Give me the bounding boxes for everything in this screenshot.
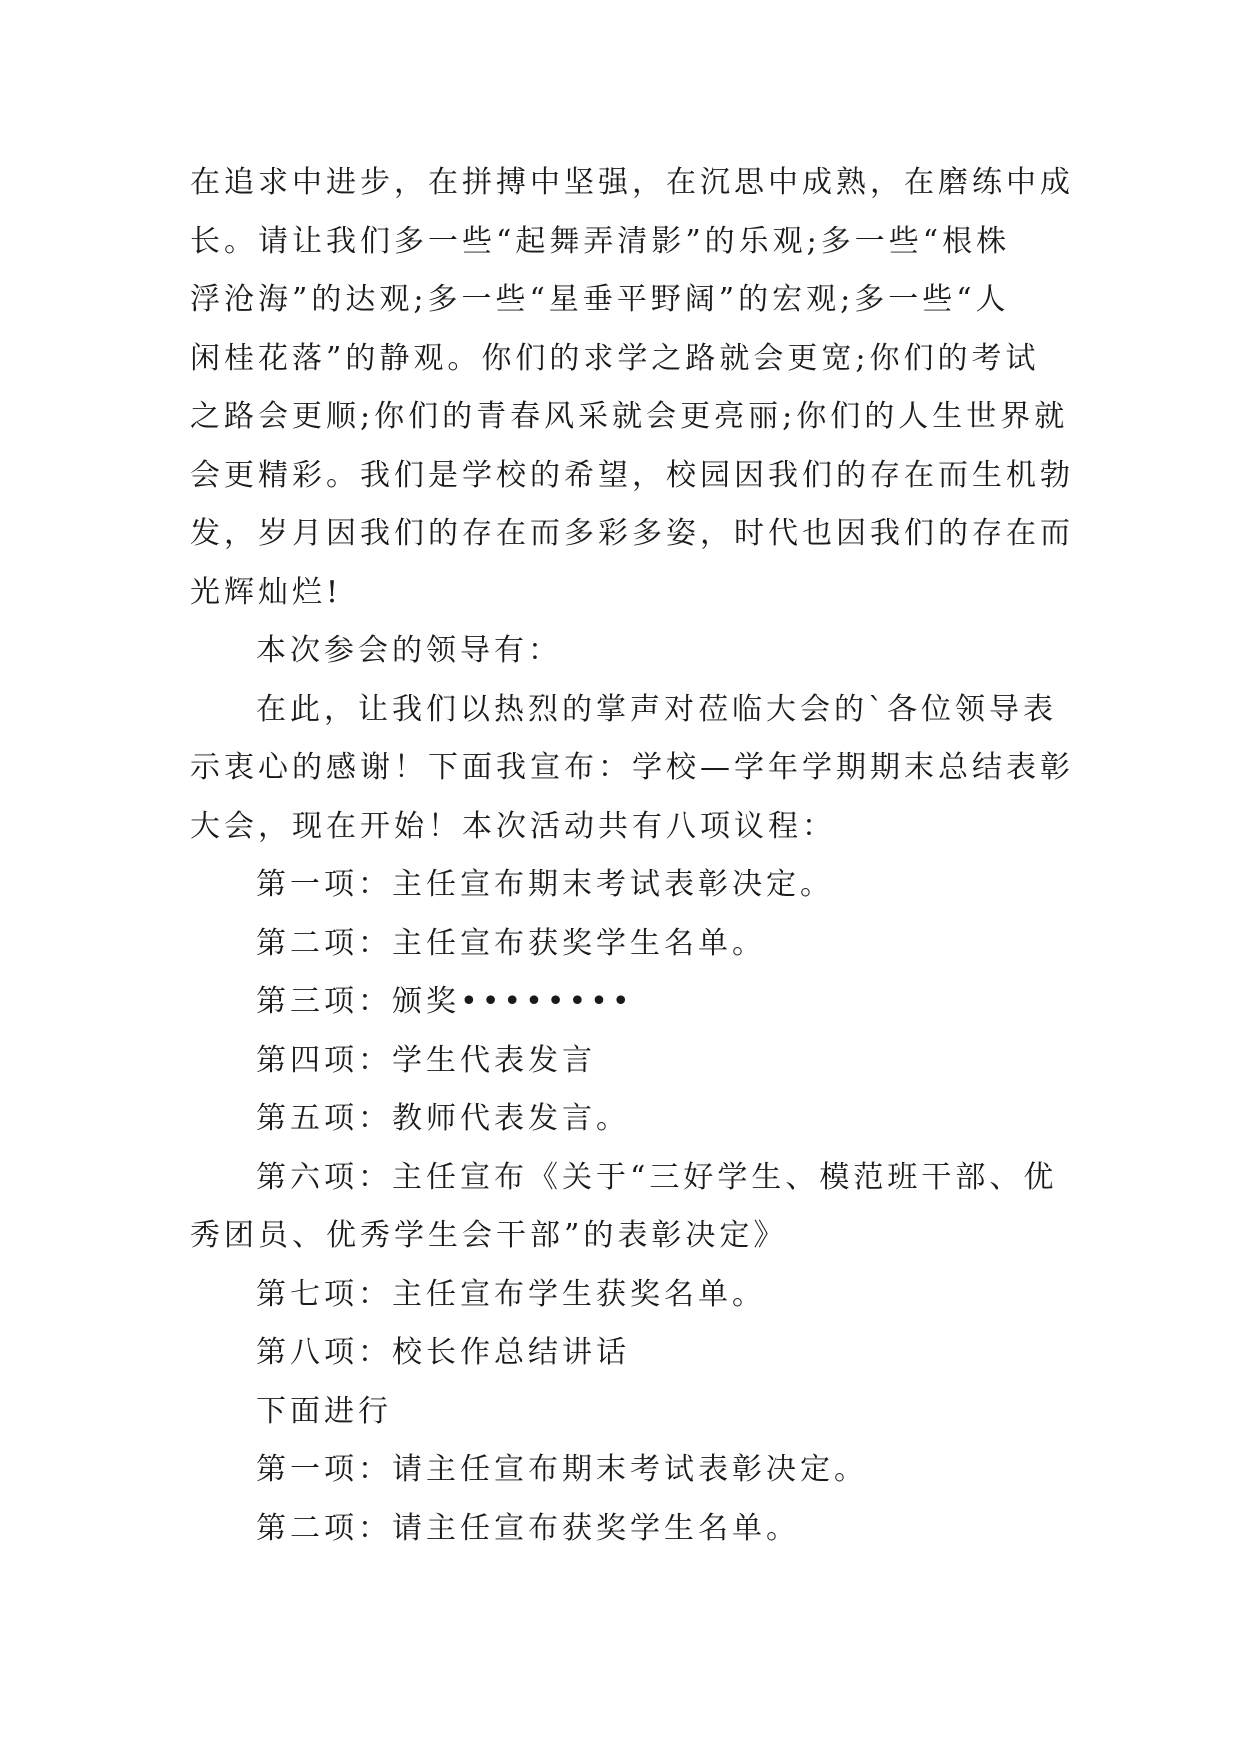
agenda-item-6: 第六项：主任宣布《关于“三好学生、模范班干部、优 — [256, 1159, 1058, 1195]
paragraph-line: 大会，现在开始！本次活动共有八项议程： — [190, 808, 836, 844]
agenda-item-1: 第一项：主任宣布期末考试表彰决定。 — [256, 867, 834, 902]
paragraph-line: 发，岁月因我们的存在而多彩多姿，时代也因我们的存在而 — [190, 516, 1074, 551]
paragraph-line: 光辉灿烂! — [190, 574, 343, 610]
paragraph-line: 之路会更顺;你们的青春风采就会更亮丽;你们的人生世界就 — [190, 399, 1069, 434]
paragraph-line: 闲桂花落”的静观。你们的求学之路就会更宽;你们的考试 — [190, 340, 1040, 376]
proceed-line: 下面进行 — [256, 1393, 392, 1429]
agenda-item-3: 第三项：颁奖•••••••• — [256, 984, 634, 1019]
paragraph-line: 在追求中进步，在拼搏中坚强，在沉思中成熟，在磨练中成 — [190, 165, 1074, 200]
agenda-item-8: 第八项：校长作总结讲话 — [256, 1335, 630, 1370]
agenda-item-6-continued: 秀团员、优秀学生会干部”的表彰决定》 — [190, 1218, 788, 1253]
paragraph-line: 会更精彩。我们是学校的希望，校园因我们的存在而生机勃 — [190, 457, 1074, 493]
document-body — [190, 154, 1074, 1558]
attending-leaders-line: 本次参会的领导有： — [256, 633, 562, 668]
paragraph-line: 长。请让我们多一些“起舞弄清影”的乐观;多一些“根株 — [190, 223, 1011, 259]
paragraph-line: 示衷心的感谢！下面我宣布：学校—学年学期期末总结表彰 — [190, 750, 1074, 785]
agenda-item-7: 第七项：主任宣布学生获奖名单。 — [256, 1276, 766, 1312]
agenda-item-5: 第五项：教师代表发言。 — [256, 1101, 630, 1136]
proceed-item-2: 第二项：请主任宣布获奖学生名单。 — [256, 1510, 800, 1546]
paragraph-line: 在此，让我们以热烈的掌声对莅临大会的`各位领导表 — [256, 691, 1057, 727]
paragraph-line: 浮沧海”的达观;多一些“星垂平野阔”的宏观;多一些“人 — [190, 282, 1010, 317]
agenda-item-2: 第二项：主任宣布获奖学生名单。 — [256, 925, 766, 961]
agenda-item-4: 第四项：学生代表发言 — [256, 1042, 596, 1078]
proceed-item-1: 第一项：请主任宣布期末考试表彰决定。 — [256, 1452, 868, 1487]
